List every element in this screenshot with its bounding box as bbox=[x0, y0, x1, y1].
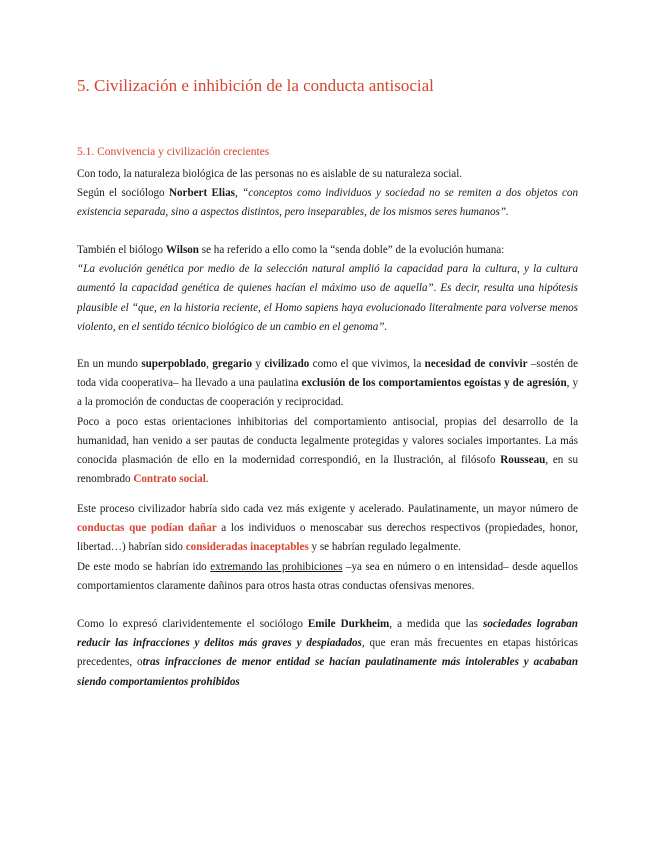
text-line: Poco a poco estas orientaciones inhibitorias del comportamiento antisocial, propias del desarrollo de la humanidad, han venido a ser pautas de conducta legalmente protegidas y valores sociales importantes. La más conocida plasmación de ello en la modernidad correspondió, en la Ilustración, al filósofo Rousseau, en su renombrado Contrato social. bbox=[77, 415, 578, 486]
author-name: Rousseau bbox=[500, 454, 546, 467]
quote-text: “La evolución genética por medio de la selección natural amplió la capacidad para la cultura, y la cultura aumentó la capacidad genética de quienes hacían el máximo uso de aquella”. Es decir, resulta una hipótesis plausible el “que, en la historia reciente, el Homo sapiens haya evolucionado literalmente para volverse menos violento, en el sentido técnico biológico de un cambio en el genoma”. bbox=[77, 263, 578, 333]
author-name: Wilson bbox=[165, 244, 199, 256]
text-line: De este modo se habrían ido extremando las prohibiciones –ya sea en número o en intensidad– desde aquellos comportamientos claramente dañinos para otros hasta otras conductas ofensivas menores. bbox=[77, 560, 579, 592]
text-line: Según el sociólogo Norbert Elias, “conceptos como individuos y sociedad no se remiten a dos objetos con existencia separada, sino a aspectos distintos, pero inseparables, de los mismos seres humanos”. bbox=[77, 187, 579, 219]
paragraph-durkheim bbox=[77, 615, 578, 692]
paragraph-convivencia bbox=[77, 355, 578, 489]
paragraph-wilson bbox=[77, 241, 578, 337]
text-line: Como lo expresó clarividentemente el sociólogo Emile Durkheim, a medida que las sociedades lograban reducir las infracciones y delitos más graves y despiadados, que eran más frecuentes en etapas históricas precedentes, otras infracciones de menor entidad se hacían paulatinamente más intolerables y acababan siendo comportamientos prohibidos bbox=[77, 618, 578, 688]
text-line: En un mundo superpoblado, gregario y civilizado como el que vivimos, la necesidad de convivir –sostén de toda vida cooperativa– ha llevado a una paulatina exclusión de los comportamientos egoístas y de agresión, y a la promoción de conductas de cooperación y reciprocidad. bbox=[77, 358, 579, 409]
subsection-heading: 5.1. Convivencia y civilización crecientes bbox=[77, 146, 270, 158]
highlight-term: Contrato social bbox=[133, 473, 206, 486]
quote-text: “conceptos como individuos y sociedad no se remiten a dos objetos con existencia separada, sino a aspectos distintos, pero inseparables, de los mismos seres humanos”. bbox=[77, 187, 579, 219]
highlight-term: consideradas inaceptables bbox=[185, 541, 309, 554]
author-name: Norbert Elias bbox=[168, 187, 235, 200]
author-name: Emile Durkheim bbox=[307, 618, 390, 630]
highlight-term: conductas que podían dañar bbox=[77, 522, 217, 535]
text-line: Con todo, la naturaleza biológica de las personas no es aislable de su naturaleza social. bbox=[77, 168, 463, 180]
section-heading: 5. Civilización e inhibición de la conducta antisocial bbox=[77, 76, 434, 95]
paragraph-elias bbox=[77, 165, 578, 223]
text-line: También el biólogo Wilson se ha referido a ello como la “senda doble” de la evolución humana: bbox=[77, 244, 505, 256]
text-line: Este proceso civilizador habría sido cada vez más exigente y acelerado. Paulatinamente, un mayor número de conductas que podían dañar a los individuos o menoscabar sus derechos respectivos (propiedades, honor, libertad…) habrían sido consideradas inaceptables y se habrían regulado legalmente. bbox=[77, 503, 579, 554]
paragraph-proceso bbox=[77, 500, 578, 596]
underlined-term: extremando las prohibiciones bbox=[210, 560, 343, 573]
